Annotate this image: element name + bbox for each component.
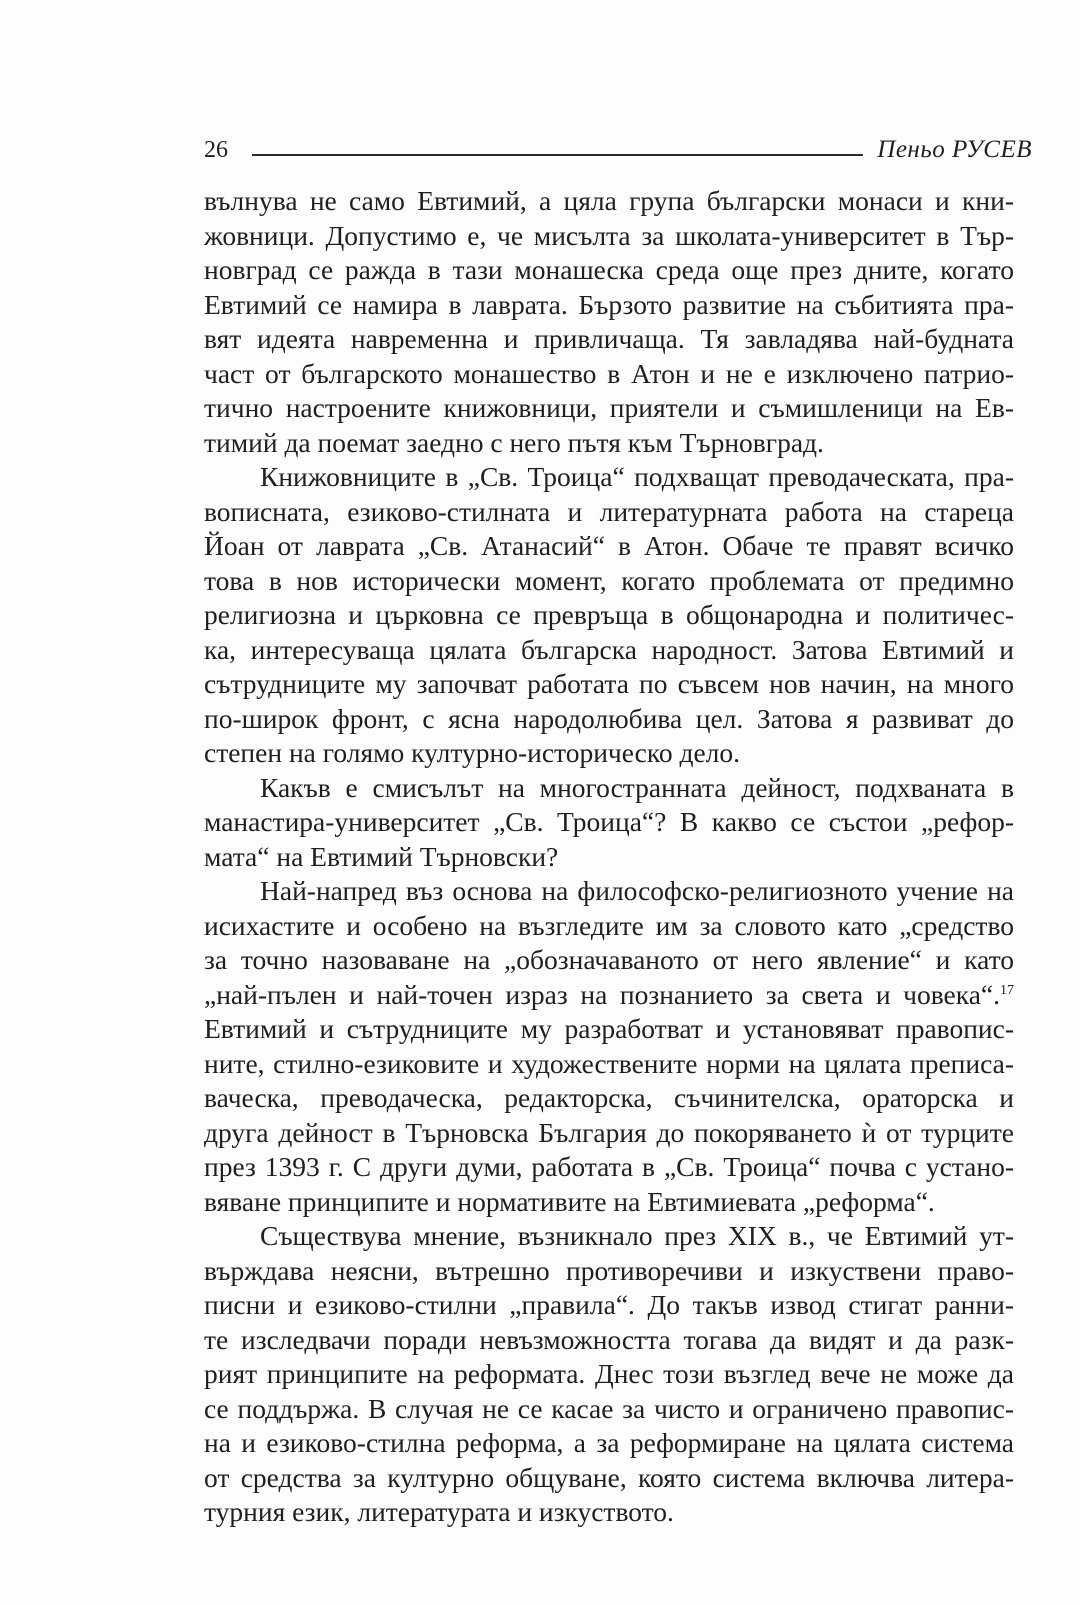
body-text (204, 184, 1014, 1530)
paragraph (204, 460, 1014, 771)
text-line-content: Книжовниците в „Св. Троица“ подхващат преводаческата, пра- (260, 461, 1014, 492)
text-line-content: писни и езиково-стилни „правила“. До такъв извод стигат ранни- (204, 1289, 1014, 1320)
text-line (204, 529, 1014, 564)
header-rule (252, 154, 863, 156)
text-line-content: от средства за културно общуване, която система включва литера- (204, 1461, 1014, 1493)
text-line-content: вяване принципите и нормативите на Евтимиевата „реформа“. (204, 1185, 935, 1217)
text-line (204, 978, 1014, 1013)
text-line (204, 633, 1014, 668)
text-line (204, 495, 1014, 530)
text-line-content: Съществува мнение, възникнало през XIX в., че Евтимий ут- (260, 1220, 1014, 1251)
text-line-content: сътрудниците му започват работата по съвсем нов начин, на много (204, 668, 1014, 699)
text-line (204, 1219, 1014, 1254)
text-line-content: ните, стилно-езиковите и художествените норми на цялата преписа- (204, 1047, 1014, 1079)
text-line-content: вописната, езиково-стилната и литературната работа на стареца (204, 495, 1014, 527)
text-line (204, 702, 1014, 737)
text-line-content: ка, интересуваща цялата българска народност. Затова Евтимий и (204, 633, 1014, 665)
running-head-author: Пеньо РУСЕВ (877, 136, 1032, 163)
paragraph (204, 184, 1014, 460)
footnote-marker: 17 (1000, 982, 1014, 998)
text-line-content: жовници. Допустимо е, че мисълта за школата-университет в Тър- (204, 219, 1014, 251)
text-line (204, 1116, 1014, 1151)
paragraph (204, 874, 1014, 1219)
text-line-content: през 1393 г. С други думи, работата в „Св. Троица“ почва с устано- (204, 1151, 1014, 1182)
page-number: 26 (204, 137, 228, 163)
text-line-content: Какъв е смисълът на многостранната дейност, подхваната в (260, 771, 1014, 803)
text-line (204, 805, 1014, 840)
text-line-content: вят идеята навременна и привличаща. Тя завладява най-будната (204, 323, 1014, 354)
text-line (204, 288, 1014, 323)
text-line-content: исихастите и особено на възгледите им за словото като „средство (204, 909, 1014, 941)
text-line-content: манастира-университет „Св. Троица“? В какво се състои „рефор- (204, 806, 1014, 837)
text-line (204, 1288, 1014, 1323)
text-line (204, 667, 1014, 702)
text-line (204, 253, 1014, 288)
text-line-content: „най-пълен и най-точен израз на познанието за света и човека“. (204, 978, 1000, 1010)
text-line (204, 426, 1014, 461)
text-line (204, 460, 1014, 495)
text-line (204, 771, 1014, 806)
text-line (204, 598, 1014, 633)
paragraph (204, 771, 1014, 875)
paragraph (204, 1219, 1014, 1530)
running-head (204, 128, 1032, 164)
text-line-content: тимий да поемат заедно с него пътя към Търновград. (204, 426, 824, 458)
text-line (204, 1323, 1014, 1358)
text-line (204, 943, 1014, 978)
text-line-content: религиозна и църковна се превръща в общонародна и политичес- (204, 599, 1014, 630)
text-line-content: степен на голямо културно-историческо дело. (204, 737, 740, 768)
text-line (204, 874, 1014, 909)
text-line (204, 1012, 1014, 1047)
text-line-content: на и езиково-стилна реформа, а за реформиране на цялата система (204, 1427, 1014, 1458)
text-line (204, 391, 1014, 426)
text-line-content: те изследвачи поради невъзможността тогава да видят и да разк- (204, 1323, 1014, 1355)
text-line (204, 1254, 1014, 1289)
text-line-content: по-широк фронт, с ясна народолюбива цел. Затова я развиват до (204, 702, 1014, 734)
text-line (204, 1426, 1014, 1461)
text-line-content: част от българското монашество в Атон и не е изключено патрио- (204, 357, 1014, 389)
text-line-content: Евтимий се намира в лаврата. Бързото развитие на събитията пра- (204, 288, 1014, 320)
text-line (204, 564, 1014, 599)
text-line (204, 1185, 1014, 1220)
text-line (204, 1357, 1014, 1392)
text-line (204, 736, 1014, 771)
text-line-content: това в нов исторически момент, когато проблемата от предимно (204, 564, 1014, 596)
text-line-content: друга дейност в Търновска България до покоряването ѝ от турците (204, 1116, 1014, 1148)
text-line (204, 357, 1014, 392)
text-line-content: тично настроените книжовници, приятели и съмишленици на Ев- (204, 392, 1014, 423)
text-line (204, 219, 1014, 254)
text-line (204, 1150, 1014, 1185)
text-line (204, 184, 1014, 219)
text-line-content: мата“ на Евтимий Търновски? (204, 840, 559, 872)
text-line (204, 1495, 1014, 1530)
text-line (204, 1081, 1014, 1116)
text-line-content: рият принципите на реформата. Днес този възглед вече не може да (204, 1358, 1014, 1389)
text-line-content: турния език, литературата и изкуството. (204, 1496, 674, 1527)
text-line (204, 909, 1014, 944)
text-line-content: вълнува не само Евтимий, а цяла група български монаси и кни- (204, 185, 1014, 216)
text-line-content: върждава неясни, вътрешно противоречиви и изкуствени право- (204, 1254, 1014, 1286)
text-line-content: за точно назоваване на „обозначаваното от него явление“ и като (204, 944, 1014, 975)
text-line (204, 322, 1014, 357)
text-line-content: Най-напред въз основа на философско-религиозното учение на (260, 875, 1014, 906)
text-line-content: ваческа, преводаческа, редакторска, съчинителска, ораторска и (204, 1082, 1014, 1113)
text-line (204, 1047, 1014, 1082)
text-line (204, 1392, 1014, 1427)
text-line-content: се поддържа. В случая не се касае за чисто и ограничено правопис- (204, 1392, 1014, 1424)
text-line (204, 840, 1014, 875)
text-line (204, 1461, 1014, 1496)
text-line-content: новград се ражда в тази монашеска среда още през дните, когато (204, 254, 1014, 285)
text-line-content: Евтимий и сътрудниците му разработват и установяват правопис- (204, 1013, 1014, 1044)
text-line-content: Йоан от лаврата „Св. Атанасий“ в Атон. Обаче те правят всичко (204, 530, 1014, 561)
